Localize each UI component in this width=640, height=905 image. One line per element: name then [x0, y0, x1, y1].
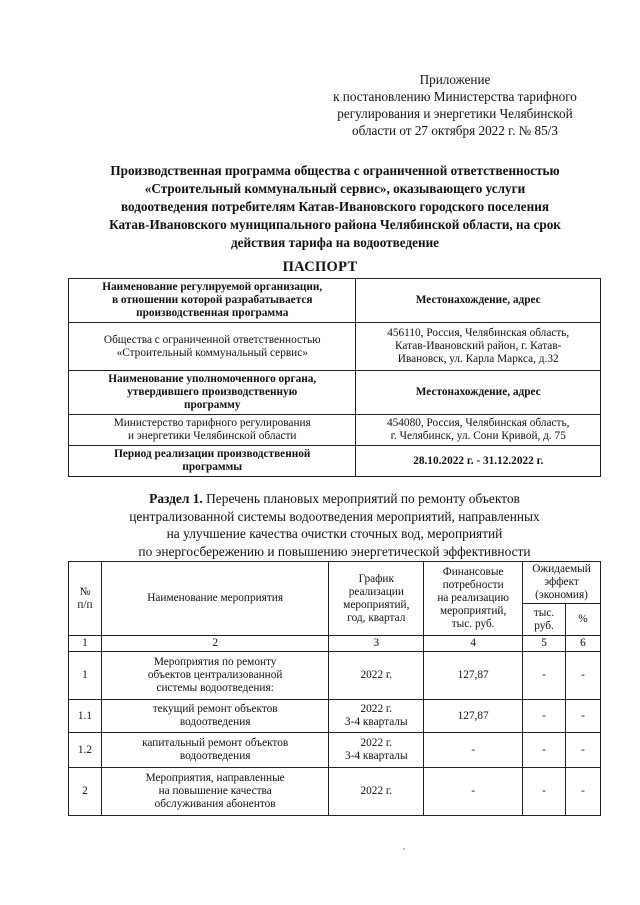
cell-text: г. Челябинск, ул. Сони Кривой, д. 75 [390, 430, 566, 442]
cell-text: капитальный ремонт объектов [142, 737, 289, 749]
table-cell-rub: - [523, 652, 566, 700]
table-cell-schedule: 2022 г. [329, 768, 424, 816]
cell-text: Общества с ограниченной ответственностью [103, 333, 321, 346]
cell-text: программу [183, 399, 241, 411]
table-row [69, 700, 601, 733]
section-line: на улучшение качества очистки сточных вод, мероприятий [166, 526, 503, 541]
cell-text: на реализацию [437, 592, 509, 604]
title-line: «Строительный коммунальный сервис», оказывающего услуги [144, 181, 526, 196]
header-cell-schedule [329, 562, 424, 636]
cell-text: 3-4 кварталы [345, 750, 408, 762]
appendix-line: к постановлению Министерства тарифного [333, 89, 577, 104]
table-cell-num: 1.2 [69, 733, 102, 768]
cell-text: Ожидаемый [532, 563, 591, 575]
cell-text: Мероприятия, направленные [145, 772, 285, 784]
table-cell-num: 2 [69, 768, 102, 816]
section-heading [68, 490, 601, 560]
passport-heading: ПАСПОРТ [282, 259, 358, 275]
passport-table [68, 278, 601, 477]
table-row [69, 415, 601, 446]
table-cell-schedule [329, 733, 424, 768]
cell-text: на повышение качества [158, 785, 272, 797]
cell-text: эффект [544, 576, 579, 588]
cell-text: утвердившего производственную [127, 386, 298, 398]
cell-text: Министерство тарифного регулирования [113, 417, 311, 429]
section-line [68, 490, 601, 508]
table-row [69, 323, 601, 371]
header-cell-name: Наименование мероприятия [101, 562, 328, 636]
table-cell-schedule: 2022 г. [329, 652, 424, 700]
section-line: по энергосбережению и повышению энергетической эффективности [138, 543, 531, 559]
cell-text: текущий ремонт объектов [152, 703, 278, 715]
header-cell-effect [523, 562, 601, 604]
cell-text: п/п [77, 598, 93, 611]
cell-text: тыс. [533, 606, 555, 619]
cell-text: Мероприятия по ремонту [153, 656, 277, 668]
cell-text: водоотведения [179, 716, 251, 728]
cell-text: 454080, Россия, Челябинская область, [386, 417, 570, 429]
cell-text: руб. [534, 619, 554, 632]
table-cell-pct: - [566, 768, 601, 816]
cell-text: потребности [442, 579, 504, 591]
cell-text: Катав-Ивановский район, г. Катав- [395, 340, 562, 352]
cell-text: в отношении которой разрабатывается [111, 294, 313, 306]
measures-table [68, 561, 601, 816]
cell-text: Наименование регулируемой организации, [102, 281, 323, 293]
cell-text: Финансовые [442, 566, 504, 578]
table-cell: 28.10.2022 г. - 31.12.2022 г. [356, 446, 601, 477]
title-line: действия тарифа на водоотведение [230, 235, 440, 250]
cell-text: «Строительный коммунальный сервис» [116, 346, 308, 359]
appendix-line: области от 27 октября 2022 г. № 85/3 [351, 123, 558, 138]
cell-text: и энергетики Челябинской области [127, 430, 297, 442]
table-cell-name [101, 700, 328, 733]
appendix-line: регулирования и энергетики Челябинской [337, 106, 573, 121]
header-cell-pct: % [566, 604, 601, 636]
table-cell-finance: - [424, 733, 523, 768]
column-number: 6 [566, 636, 601, 652]
table-cell-name [101, 733, 328, 768]
table-row [69, 652, 601, 700]
title-line: водоотведения потребителям Катав-Ивановского городского поселения [120, 199, 549, 214]
cell-text: График [358, 572, 394, 585]
table-row [69, 768, 601, 816]
cell-text: Наименование уполномоченного органа, [108, 373, 317, 385]
table-row [69, 371, 601, 415]
cell-text: год, квартал [347, 611, 406, 624]
table-cell [69, 323, 356, 371]
header-cell-finance [424, 562, 523, 636]
table-cell-finance: 127,87 [424, 700, 523, 733]
table-cell-rub: - [523, 700, 566, 733]
table-cell [356, 323, 601, 371]
table-cell-finance: 127,87 [424, 652, 523, 700]
header-cell-num [69, 562, 102, 636]
appendix-block [300, 71, 610, 139]
cell-text: обслуживания абонентов [154, 798, 276, 810]
cell-text: реализации [348, 585, 404, 598]
cell-text: 3-4 кварталы [345, 716, 408, 728]
column-number: 3 [329, 636, 424, 652]
table-cell-num: 1 [69, 652, 102, 700]
table-cell-finance: - [424, 768, 523, 816]
table-cell-name [101, 652, 328, 700]
table-cell: Местонахождение, адрес [356, 279, 601, 323]
table-cell [69, 279, 356, 323]
cell-text: 2022 г. [360, 737, 393, 749]
cell-text: системы водоотведения: [156, 682, 274, 694]
cell-text: мероприятий, [440, 605, 507, 617]
table-cell-rub: - [523, 768, 566, 816]
column-number: 5 [523, 636, 566, 652]
scan-dot [403, 848, 405, 850]
table-cell-pct: - [566, 700, 601, 733]
cell-text: программы [182, 461, 243, 473]
header-cell-rub [523, 604, 566, 636]
cell-text: № [79, 585, 91, 598]
table-cell-pct: - [566, 733, 601, 768]
table-row [69, 446, 601, 477]
section-line: централизованной системы водоотведения мероприятий, направленных [129, 508, 540, 524]
cell-text: водоотведения [179, 750, 251, 762]
title-line: Катав-Ивановского муниципального района Челябинской области, на срок [109, 217, 561, 232]
table-row [69, 733, 601, 768]
table-cell-schedule [329, 700, 424, 733]
table-cell [69, 415, 356, 446]
column-number: 1 [69, 636, 102, 652]
table-cell [69, 371, 356, 415]
cell-text: (экономия) [535, 589, 588, 601]
table-cell [69, 446, 356, 477]
cell-text: мероприятий, [343, 598, 410, 611]
table-row [69, 279, 601, 323]
cell-text: производственная программа [136, 307, 289, 319]
table-cell-num: 1.1 [69, 700, 102, 733]
appendix-line: Приложение [419, 72, 491, 87]
cell-text: объектов централизованной [147, 669, 283, 681]
cell-text: 456110, Россия, Челябинская область, [387, 327, 570, 339]
table-cell-name [101, 768, 328, 816]
column-number-row [69, 636, 601, 652]
title-line: Производственная программа общества с ограниченной ответственностью [110, 163, 560, 178]
table-cell [356, 415, 601, 446]
cell-text: Период реализации производственной [114, 448, 311, 460]
section-text: Перечень плановых мероприятий по ремонту объектов [202, 491, 520, 506]
table-header-row [69, 562, 601, 604]
column-number: 4 [424, 636, 523, 652]
document-title [70, 162, 600, 252]
table-cell-pct: - [566, 652, 601, 700]
column-number: 2 [101, 636, 328, 652]
table-cell-rub: - [523, 733, 566, 768]
cell-text: тыс. руб. [451, 618, 495, 630]
section-label: Раздел 1. [149, 491, 203, 506]
cell-text: 2022 г. [360, 703, 393, 715]
table-cell: Местонахождение, адрес [356, 371, 601, 415]
cell-text: Ивановск, ул. Карла Маркса, д.32 [397, 353, 559, 365]
